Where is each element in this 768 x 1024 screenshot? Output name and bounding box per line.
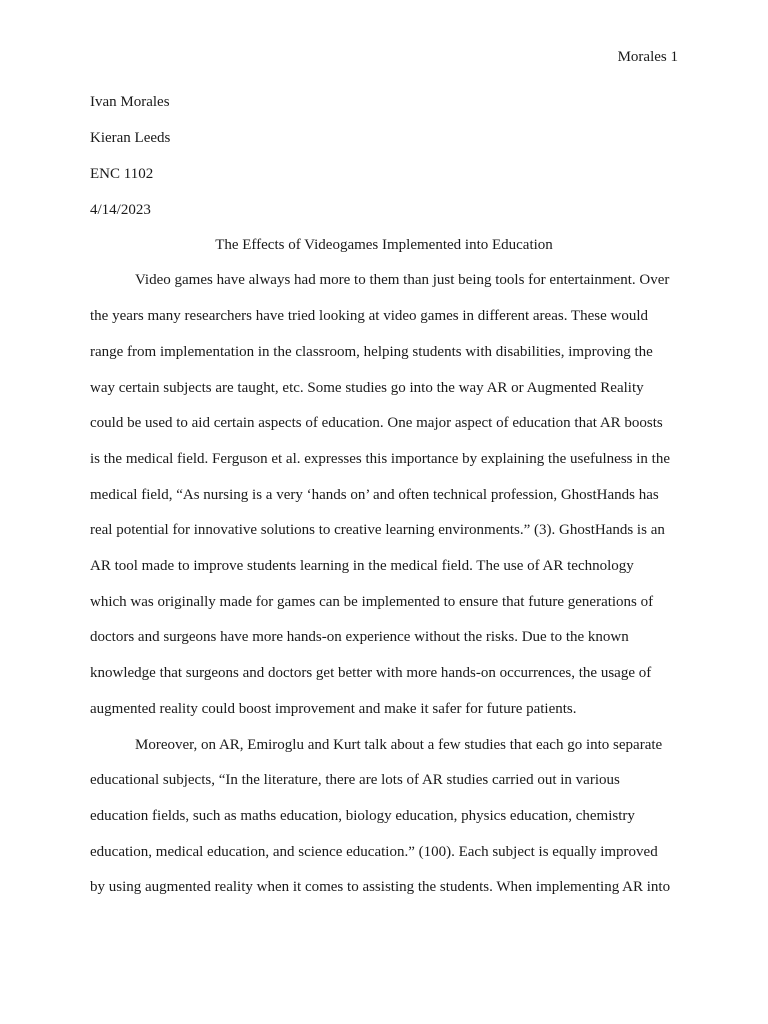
paragraph-line: real potential for innovative solutions to creative learning environments.” (3). GhostHands is an [90,522,665,538]
essay-title: The Effects of Videogames Implemented into Education [215,237,553,253]
paragraph-line: AR tool made to improve students learning in the medical field. The use of AR technology [90,558,634,574]
paragraph-line: which was originally made for games can be implemented to ensure that future generations of [90,594,654,610]
paragraph-line: education, medical education, and science education.” (100). Each subject is equally improved [90,844,658,860]
paragraph-line: range from implementation in the classroom, helping students with disabilities, improving the [90,344,653,360]
paragraph-line: medical field, “As nursing is a very ‘hands on’ and often technical profession, GhostHands has [90,487,659,503]
paragraph-line: knowledge that surgeons and doctors get better with more hands-on occurrences, the usage of [90,665,652,681]
paragraph-line: way certain subjects are taught, etc. Some studies go into the way AR or Augmented Reality [90,380,644,396]
running-head: Morales 1 [617,49,678,65]
paragraph-line: could be used to aid certain aspects of education. One major aspect of education that AR boosts [90,415,663,431]
paragraph-line: Moreover, on AR, Emiroglu and Kurt talk about a few studies that each go into separate [135,737,663,753]
date: 4/14/2023 [90,202,151,218]
course-name: ENC 1102 [90,166,154,182]
paragraph-line: doctors and surgeons have more hands-on experience without the risks. Due to the known [90,629,629,645]
paragraph-line: is the medical field. Ferguson et al. expresses this importance by explaining the usefulness in the [90,451,671,467]
paragraph-line: the years many researchers have tried looking at video games in different areas. These would [90,308,648,324]
student-name: Ivan Morales [90,94,170,110]
paragraph-line: augmented reality could boost improvement and make it safer for future patients. [90,701,577,717]
paragraph-line: by using augmented reality when it comes to assisting the students. When implementing AR into [90,879,671,895]
paragraph-line: educational subjects, “In the literature, there are lots of AR studies carried out in various [90,772,620,788]
paragraph-line: Video games have always had more to them than just being tools for entertainment. Over [135,272,670,288]
instructor-name: Kieran Leeds [90,130,171,146]
paragraph-line: education fields, such as maths education, biology education, physics education, chemistry [90,808,635,824]
